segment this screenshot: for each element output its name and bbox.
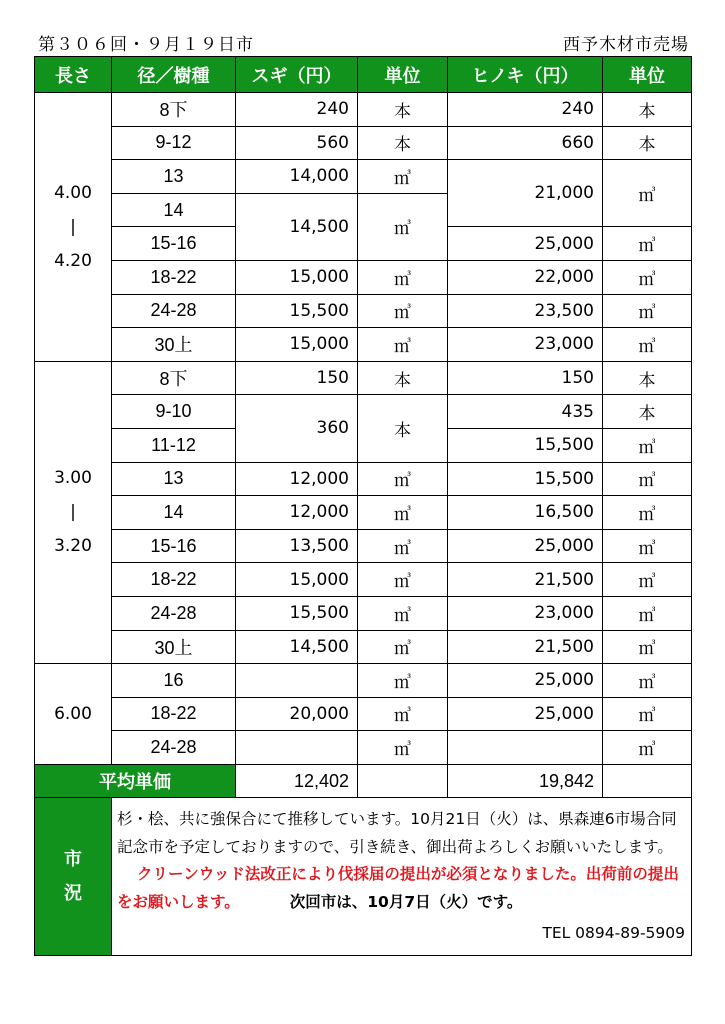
sugi-price: 150 <box>236 361 358 395</box>
diameter-cell: 15-16 <box>112 529 236 563</box>
sugi-unit: 本 <box>358 361 448 395</box>
sugi-unit: ㎥ <box>358 496 448 530</box>
market-report <box>112 798 692 956</box>
table-header-row <box>35 57 692 93</box>
sugi-unit: ㎥ <box>358 462 448 496</box>
hinoki-unit: ㎥ <box>603 563 692 597</box>
sugi-unit: 本 <box>358 126 448 160</box>
hinoki-price: 21,500 <box>448 563 603 597</box>
hinoki-price: 25,000 <box>448 529 603 563</box>
diameter-cell: 8下 <box>112 93 236 127</box>
hinoki-price: 15,500 <box>448 462 603 496</box>
hinoki-price: 16,500 <box>448 496 603 530</box>
sugi-price: 15,500 <box>236 294 358 328</box>
hinoki-price: 660 <box>448 126 603 160</box>
hinoki-price: 21,000 <box>448 160 603 227</box>
table-row <box>35 664 692 698</box>
sugi-price: 360 <box>236 395 358 462</box>
sugi-unit: ㎥ <box>358 529 448 563</box>
hinoki-unit: ㎥ <box>603 328 692 362</box>
sugi-price: 14,500 <box>236 630 358 664</box>
table-row <box>35 563 692 597</box>
col-hinoki-unit: 単位 <box>603 57 692 93</box>
table-row <box>35 126 692 160</box>
table-row <box>35 328 692 362</box>
sugi-unit: ㎥ <box>358 630 448 664</box>
diameter-cell: 11-12 <box>112 428 236 462</box>
hinoki-unit: ㎥ <box>603 664 692 698</box>
hinoki-price: 25,000 <box>448 697 603 731</box>
sugi-price: 12,000 <box>236 496 358 530</box>
sugi-unit: 本 <box>358 93 448 127</box>
hinoki-price: 25,000 <box>448 227 603 261</box>
sugi-price: 560 <box>236 126 358 160</box>
table-row <box>35 496 692 530</box>
diameter-cell: 9-10 <box>112 395 236 429</box>
table-row <box>35 697 692 731</box>
table-row <box>35 260 692 294</box>
sugi-price: 15,000 <box>236 260 358 294</box>
diameter-cell: 24-28 <box>112 731 236 765</box>
diameter-cell: 24-28 <box>112 294 236 328</box>
sugi-price: 14,500 <box>236 193 358 260</box>
diameter-cell: 30上 <box>112 328 236 362</box>
hinoki-unit: ㎥ <box>603 294 692 328</box>
sugi-unit: ㎥ <box>358 563 448 597</box>
table-row <box>35 596 692 630</box>
hinoki-unit: ㎥ <box>603 260 692 294</box>
hinoki-unit: ㎥ <box>603 596 692 630</box>
hinoki-unit: 本 <box>603 93 692 127</box>
sugi-price: 14,000 <box>236 160 358 194</box>
hinoki-unit: ㎥ <box>603 731 692 765</box>
hinoki-unit: ㎥ <box>603 160 692 227</box>
hinoki-unit: ㎥ <box>603 227 692 261</box>
hinoki-unit: ㎥ <box>603 630 692 664</box>
average-label: 平均単価 <box>35 764 236 798</box>
table-row <box>35 529 692 563</box>
diameter-cell: 24-28 <box>112 596 236 630</box>
hinoki-unit: ㎥ <box>603 428 692 462</box>
sugi-unit: ㎥ <box>358 328 448 362</box>
table-row <box>35 160 692 194</box>
sugi-unit: ㎥ <box>358 160 448 194</box>
diameter-cell: 18-22 <box>112 260 236 294</box>
sugi-unit: ㎥ <box>358 294 448 328</box>
diameter-cell: 18-22 <box>112 563 236 597</box>
next-market: 次回市は、10月7日（火）です。 <box>289 892 523 911</box>
table-row <box>35 630 692 664</box>
sugi-unit: ㎥ <box>358 193 448 260</box>
sugi-price: 15,500 <box>236 596 358 630</box>
table-row <box>35 361 692 395</box>
hinoki-price: 21,500 <box>448 630 603 664</box>
diameter-cell: 18-22 <box>112 697 236 731</box>
col-sugi-unit: 単位 <box>358 57 448 93</box>
hinoki-price: 22,000 <box>448 260 603 294</box>
table-row <box>35 731 692 765</box>
auction-title: 第３０６回・９月１９日市 <box>38 35 254 55</box>
sugi-unit: ㎥ <box>358 664 448 698</box>
sugi-unit: ㎥ <box>358 697 448 731</box>
market-name: 西予木材市売場 <box>563 35 689 55</box>
diameter-cell: 16 <box>112 664 236 698</box>
hinoki-price: 23,000 <box>448 596 603 630</box>
col-hinoki: ヒノキ（円） <box>448 57 603 93</box>
hinoki-unit: 本 <box>603 126 692 160</box>
sugi-unit: ㎥ <box>358 596 448 630</box>
diameter-cell: 13 <box>112 462 236 496</box>
average-row <box>35 764 692 798</box>
length-cell: 6.00 <box>35 664 112 765</box>
sugi-unit: ㎥ <box>358 731 448 765</box>
sugi-price <box>236 664 358 698</box>
table-row <box>35 462 692 496</box>
hinoki-unit: 本 <box>603 361 692 395</box>
hinoki-unit: ㎥ <box>603 529 692 563</box>
table-row <box>35 395 692 429</box>
average-hinoki: 19,842 <box>448 764 603 798</box>
hinoki-price: 15,500 <box>448 428 603 462</box>
hinoki-unit: ㎥ <box>603 462 692 496</box>
diameter-cell: 9-12 <box>112 126 236 160</box>
col-diameter: 径／樹種 <box>112 57 236 93</box>
col-length: 長さ <box>35 57 112 93</box>
diameter-cell: 15-16 <box>112 227 236 261</box>
sugi-price <box>236 731 358 765</box>
sugi-price: 15,000 <box>236 328 358 362</box>
diameter-cell: 30上 <box>112 630 236 664</box>
hinoki-price: 25,000 <box>448 664 603 698</box>
sugi-price: 240 <box>236 93 358 127</box>
hinoki-price <box>448 731 603 765</box>
sugi-unit: ㎥ <box>358 260 448 294</box>
sugi-price: 12,000 <box>236 462 358 496</box>
length-cell: 4.00 | 4.20 <box>35 93 112 362</box>
table-row <box>35 93 692 127</box>
col-sugi: スギ（円） <box>236 57 358 93</box>
hinoki-price: 240 <box>448 93 603 127</box>
market-report-row <box>35 798 692 956</box>
telephone: TEL 0894-89-5909 <box>542 924 685 943</box>
sugi-price: 13,500 <box>236 529 358 563</box>
diameter-cell: 8下 <box>112 361 236 395</box>
hinoki-unit: ㎥ <box>603 496 692 530</box>
hinoki-unit: ㎥ <box>603 697 692 731</box>
length-cell: 3.00 | 3.20 <box>35 361 112 663</box>
market-text: 杉・桧、共に強保合にて推移しています。10月21日（火）は、県森連6市場合同記念市を予定しておりますので、引き続き、御出荷よろしくお願いいたします。 <box>117 810 677 856</box>
hinoki-price: 23,500 <box>448 294 603 328</box>
table-row <box>35 294 692 328</box>
hinoki-price: 23,000 <box>448 328 603 362</box>
market-label: 市 況 <box>35 798 112 956</box>
diameter-cell: 14 <box>112 496 236 530</box>
sugi-price: 20,000 <box>236 697 358 731</box>
notice-red: クリーンウッド法改正により伐採届の提出が必須となりました。出荷前の提出をお願いします。 <box>117 865 679 911</box>
hinoki-price: 150 <box>448 361 603 395</box>
hinoki-price: 435 <box>448 395 603 429</box>
hinoki-unit: 本 <box>603 395 692 429</box>
sugi-unit: 本 <box>358 395 448 462</box>
sugi-price: 15,000 <box>236 563 358 597</box>
diameter-cell: 14 <box>112 193 236 227</box>
diameter-cell: 13 <box>112 160 236 194</box>
average-sugi: 12,402 <box>236 764 358 798</box>
price-table <box>34 56 692 956</box>
